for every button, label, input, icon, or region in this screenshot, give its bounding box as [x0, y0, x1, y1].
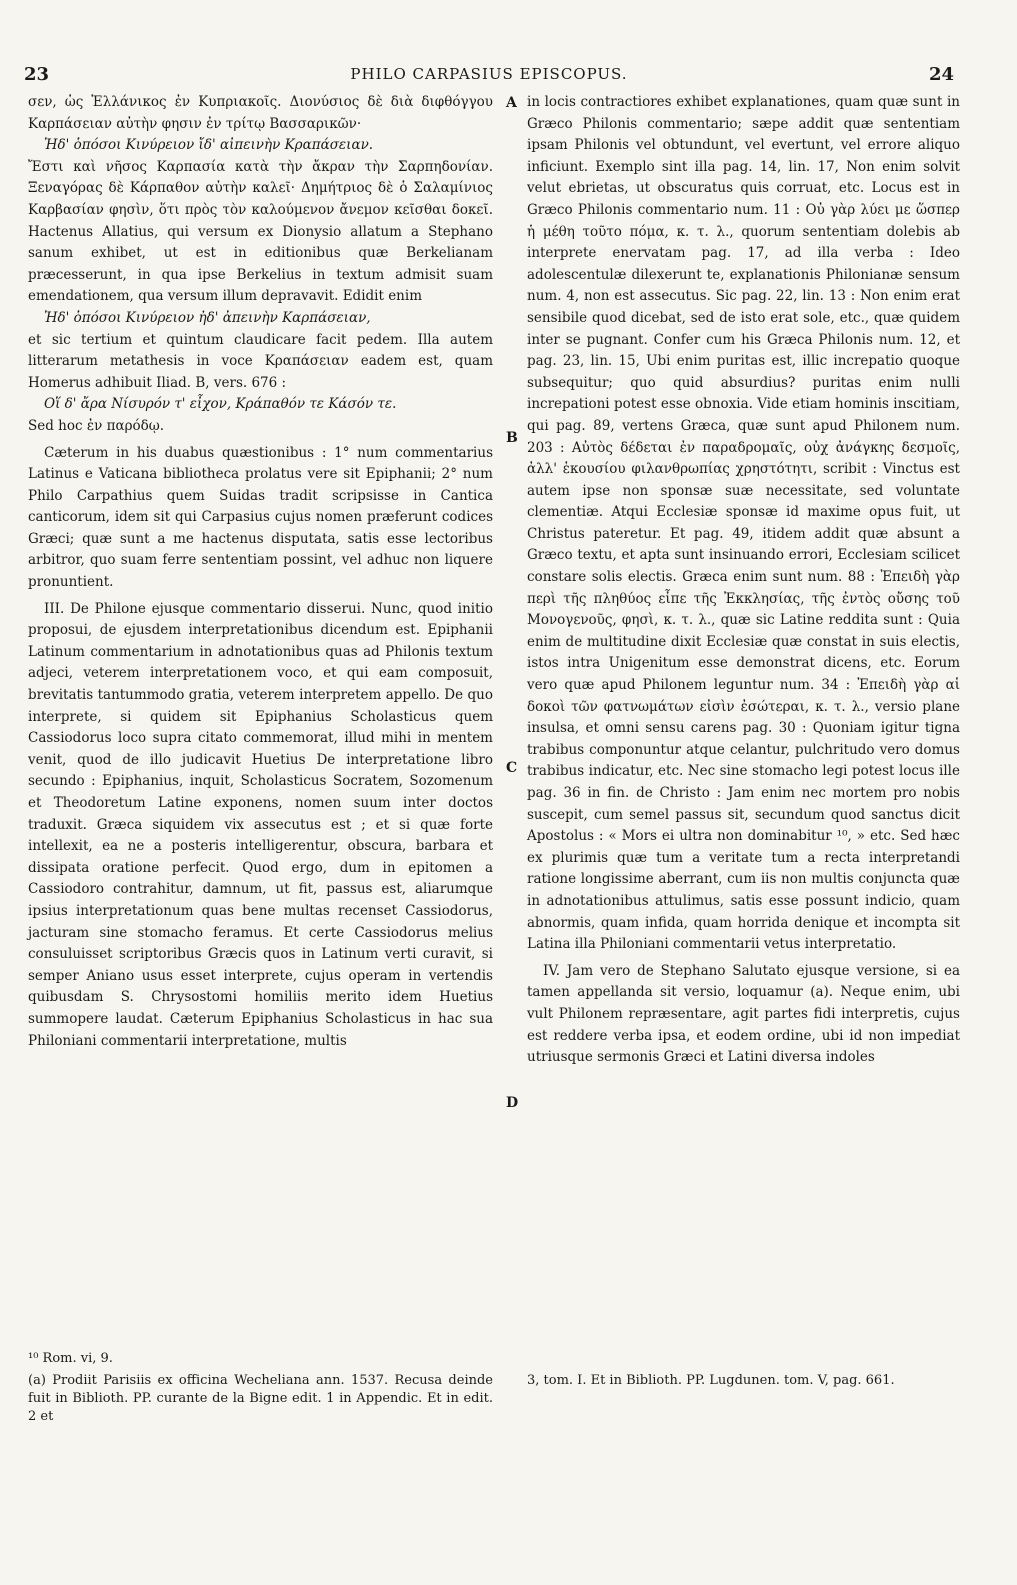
page-number-left: 23 [24, 64, 50, 85]
margin-letter-a: A [506, 95, 517, 111]
footnote: ¹⁰ Rom. vi, 9. [28, 1351, 113, 1366]
margin-letter-c: C [506, 760, 518, 776]
footnotes-left [28, 1350, 493, 1430]
verse-quote: Ἠδ' ὁπόσοι Κινύρειον ἴδ' αἰπεινὴν Κραπάσειαν. [44, 137, 374, 154]
running-title: PHILO CARPASIUS EPISCOPUS. [350, 65, 628, 83]
footnotes-right [527, 1372, 960, 1394]
paragraph: Ἔστι καὶ νῆσος Καρπασία κατὰ τὴν ἄκραν τὴν Σαρπηδονίαν. Ξεναγόρας δὲ Κάρπαθον αὐτὴν καλεῖ· Δημήτριος δὲ ὁ Σαλαμίνιος Καρβασίαν φησὶν, ὅτι πρὸς τὸν καλούμενον ἄνεμον κεῖσθαι δοκεῖ. Hactenus Allatius, qui versum ex Dionysio allatum a Stephano sanum exhibet, ut est in editionibus quæ Berkelianam præcesserunt, in qua ipse Berkelius in textum admisit suam emendationem, qua versum illum depravavit. Edidit enim [28, 158, 493, 305]
right-column [527, 92, 960, 1069]
paragraph: σεν, ὡς Ἑλλάνικος ἐν Κυπριακοῖς. Διονύσιος δὲ διὰ διφθόγγου Καρπάσειαν αὐτὴν φησιν ἐν τρίτῳ Βασσαρικῶν· [28, 94, 493, 132]
paragraph: Sed hoc ἐν παρόδῳ. [28, 417, 165, 434]
running-header [24, 64, 954, 86]
footnote: (a) Prodiit Parisiis ex officina Wecheliana ann. 1537. Recusa deinde fuit in Biblioth. PP. curante de la Bigne edit. 1 in Appendic. Et in edit. 2 et [28, 1373, 493, 1424]
paragraph: IV. Jam vero de Stephano Salutato ejusque versione, si ea tamen appellanda sit versio, loquamur (a). Neque enim, ubi vult Philonem repræsentare, agit partes fidi interpretis, cujus est reddere verba ipsa, et eodem ordine, ubi id non impediat utriusque sermonis Græci et Latini diversa indoles [527, 962, 960, 1066]
paragraph: in locis contractiores exhibet explanationes, quam quæ sunt in Græco Philonis commentario; sæpe addit quæ sententiam ipsam Philonis vel obtundunt, vel evertunt, vel errore aliquo inficiunt. Exemplo sint illa pag. 14, lin. 17, Non enim solvit velut ebrietas, ut obscuratus quis corruat, etc. Locus est in Græco Philonis commentario num. 11 : Οὐ γὰρ λύει με ὥσπερ ἡ μέθη τοῦτο πόμα, κ. τ. λ., quorum sententiam dolebis ab interprete enervatam pag. 17, ad illa verba : Ideo adolescentulæ dilexerunt te, explanationis Philonianæ sensum num. 4, non est assecutus. Sic pag. 22, lin. 13 : Non enim erat sensibile quod dicebat, sed de isto erat sole, etc., quæ quidem inter se pugnant. Confer cum his Græca Philonis num. 12, et pag. 23, lin. 15, Ubi enim puritas est, illic increpatio quoque subsequitur; quo quid absurdius? puritas enim nulli increpationi potest esse obnoxia. Vide etiam hominis inscitiam, qui pag. 89, vertens Græca, quæ sunt apud Philonem num. 203 : Αὐτὸς δέδεται ἐν παραδρομαῖς, οὐχ ἀνάγκης δεσμοῖς, ἀλλ' ἑκουσίου φιλανθρωπίας χρηστότητι, scribit : Vinctus est autem ipse non sponsæ suæ necessitate, sed voluntate clementiæ. Atqui Ecclesiæ sponsæ id maxime opus fuit, ut Christus pateretur. Et pag. 49, itidem addit quæ absunt a Græco textu, et apta sunt insinuando errori, Ecclesiam scilicet constare solis electis. Græca enim sunt num. 88 : Ἐπειδὴ γὰρ περὶ τῆς πληθύος εἶπε τῆς Ἐκκλησίας, τῆς ἐντὸς οὔσης τοῦ Μονογενοῦς, φησὶ, κ. τ. λ., quæ sic Latine reddita sunt : Quia enim de multitudine dixit Ecclesiæ quæ constat in suis electis, istos intra Unigenitum esse demonstrat dicens, etc. Eorum vero quæ apud Philonem leguntur num. 34 : Ἐπειδὴ γὰρ αἱ δοκοὶ τῶν φατνωμάτων εἰσὶν ἐσώτεραι, κ. τ. λ., versio plane insulsa, et omni sensu carens pag. 30 : Quoniam igitur tigna trabibus componuntur atque celantur, pulchritudo vero domus trabibus indicatur, etc. Nec sine stomacho legi potest locus ille pag. 36 in fin. de Christo : Jam enim nec mortem pro nobis suscepit, cum semel passus sit, secundum quod sanctus dicit Apostolus : « Mors ei ultra non dominabitur ¹⁰, » etc. Sed hæc ex plurimis quæ tum a veritate tum a recta interpretandi ratione longissime aberrant, cum iis non multis conjuncta quæ in adnotationibus attulimus, satis esse possunt indicio, quam abnormis, quam infida, quam horrida denique et incompta sit Latina illa Philoniani commentarii vetus interpretatio. [527, 94, 960, 953]
left-column [28, 92, 493, 1052]
page-number-right: 24 [928, 64, 954, 85]
verse-quote: Οἵ δ' ἄρα Νίσυρόν τ' εἶχον, Κράπαθόν τε Κάσόν τε. [44, 396, 397, 413]
paragraph: Cæterum in his duabus quæstionibus : 1° num commentarius Latinus e Vaticana bibliotheca prolatus vere sit Epiphanii; 2° num Philo Carpathius quem Suidas tradit scripsisse in Cantica canticorum, idem sit qui Carpasius cujus nomen præferunt codices Græci; quæ sunt a me hactenus disputata, satis esse lectoribus arbitror, quo suam ferre sententiam possint, vel adhuc non liquere pronuntient. [28, 444, 493, 591]
verse-quote: Ἠδ' ὁπόσοι Κινύρειον ἠδ' ἀπεινὴν Καρπάσειαν, [44, 309, 371, 326]
margin-letter-d: D [506, 1095, 519, 1111]
paragraph: III. De Philone ejusque commentario disserui. Nunc, quod initio proposui, de ejusdem interpretationibus dicendum est. Epiphanii Latinum commentarium in adnotationibus quas ad Philonis textum adjeci, veterem interpretationem voco, et qui eam composuit, brevitatis tantummodo gratia, veterem interpretem appello. De quo interprete, si quidem sit Epiphanius Scholasticus quem Cassiodorus loco supra citato commemorat, illud mihi in mentem venit, quod de illo judicavit Huetius De interpretatione libro secundo : Epiphanius, inquit, Scholasticus Socratem, Sozomenum et Theodoretum Latine exponens, nomen suum inter doctos traduxit. Græca siquidem vix assecutus est ; et si quæ forte intellexit, ea ne a posteris intelligerentur, obscura, barbara et dissipata oratione perfecit. Quod ergo, dum in epitomen a Cassiodoro contrahitur, damnum, ut fit, passus est, aliarumque ipsius interpretationum quas bene multas recenset Cassiodorus, jacturam sine stomacho feramus. Et certe Cassiodorus melius consuluisset scriptoribus Græcis quos in Latinum verti curavit, si semper Aniano usus esset interprete, cujus operam in vertendis quibusdam S. Chrysostomi homiliis merito idem Huetius summopere laudat. Cæterum Epiphanius Scholasticus in hac sua Philoniani commentarii interpretatione, multis [28, 600, 493, 1049]
paragraph: et sic tertium et quintum claudicare facit pedem. Illa autem litterarum metathesis in voce Κραπάσειαν eadem est, quam Homerus adhibuit Iliad. B, vers. 676 : [28, 331, 493, 391]
footnote: 3, tom. I. Et in Biblioth. PP. Lugdunen. tom. V, pag. 661. [527, 1373, 895, 1388]
margin-letter-b: B [506, 430, 518, 446]
